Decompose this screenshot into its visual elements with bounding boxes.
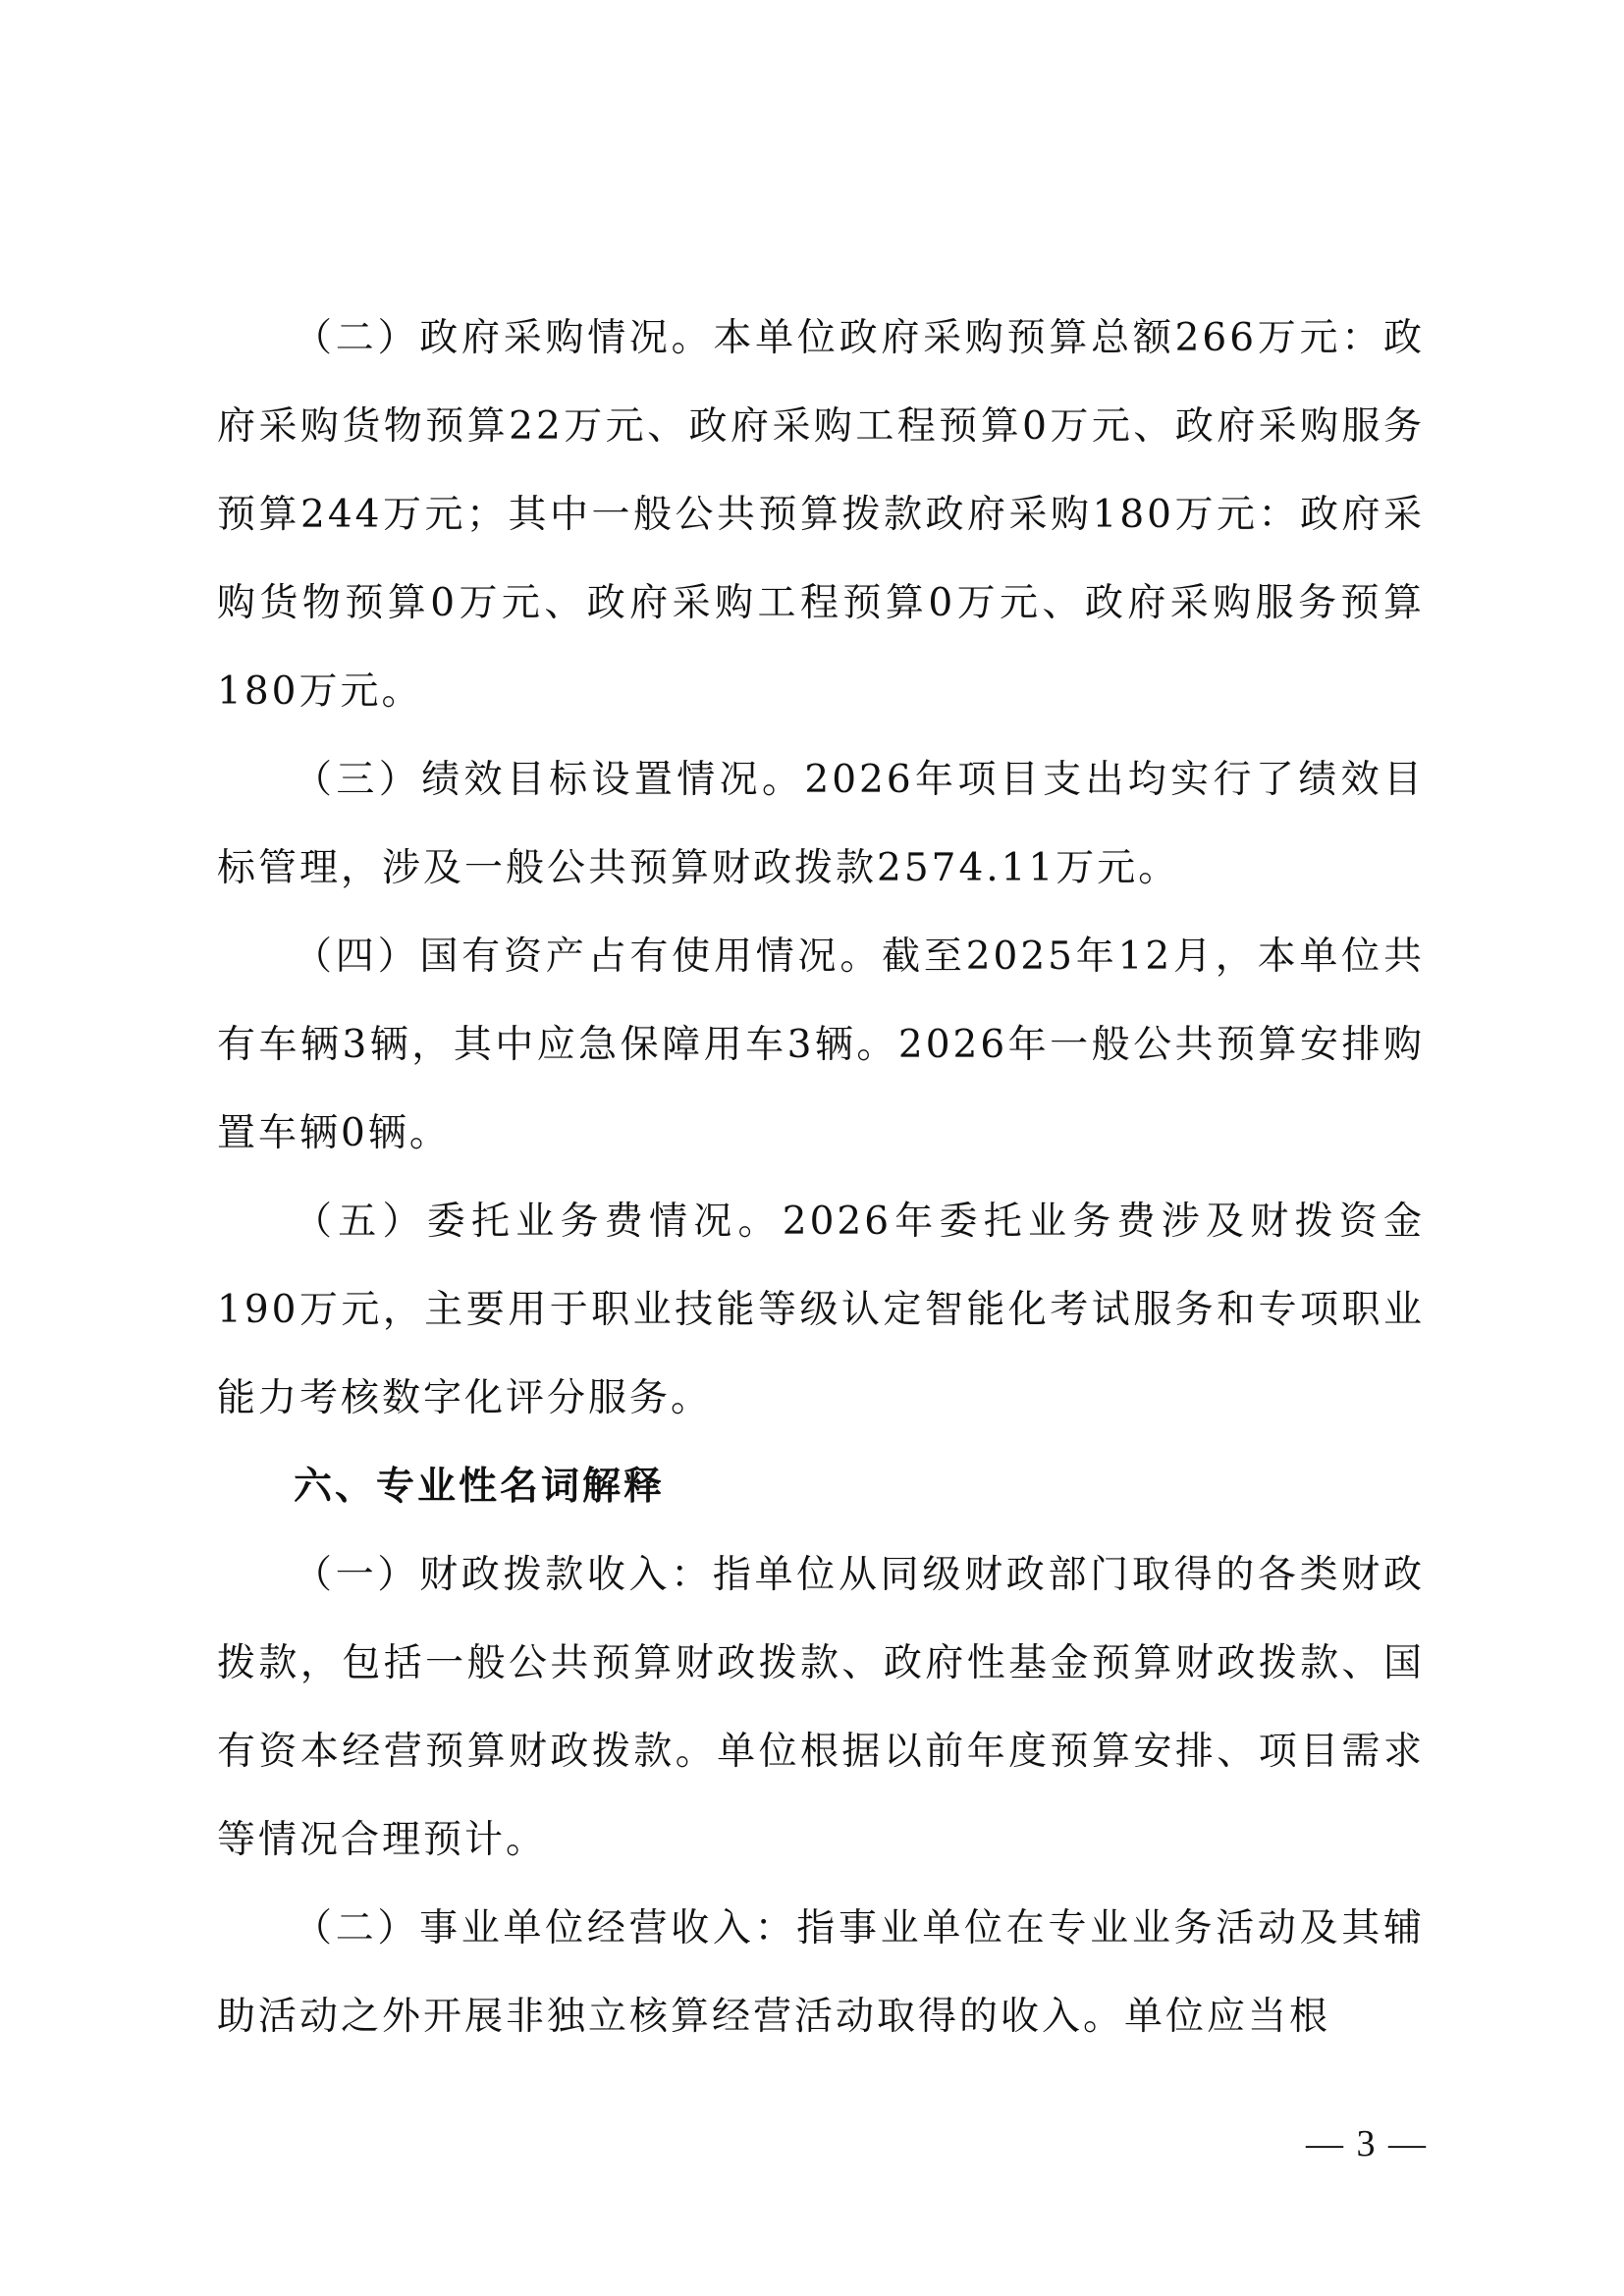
paragraph-body: 本单位政府采购预算总额266万元：政府采购货物预算22万元、政府采购工程预算0万元、政府采购服务预算244万元；其中一般公共预算拨款政府采购180万元：政府采购货物预算0万元、政府采购工程预算0万元、政府采购服务预算180万元。	[217, 316, 1425, 714]
paragraph-state-assets	[217, 913, 1425, 1178]
paragraph-lead: （五）委托业务费情况。	[294, 1200, 783, 1244]
paragraph-performance-goals	[217, 736, 1425, 913]
page-number: — 3 —	[1306, 2123, 1428, 2164]
definition-body: 指事业单位在专业业务活动及其辅助活动之外开展非独立核算经营活动取得的收入。单位应当根	[217, 1906, 1425, 2039]
paragraph-body: 2026年项目支出均实行了绩效目标管理，涉及一般公共预算财政拨款2574.11万元。	[217, 758, 1425, 890]
paragraph-body: 2026年委托业务费涉及财拨资金190万元，主要用于职业技能等级认定智能化考试服务和专项职业能力考核数字化评分服务。	[217, 1200, 1425, 1420]
paragraph-body: 截至2025年12月，本单位共有车辆3辆，其中应急保障用车3辆。2026年一般公共预算安排购置车辆0辆。	[217, 934, 1425, 1155]
definition-operating-income	[217, 1885, 1425, 2061]
paragraph-lead: （三）绩效目标设置情况。	[294, 758, 805, 802]
paragraph-lead: （四）国有资产占有使用情况。	[294, 934, 883, 979]
section-heading: 六、专业性名词解释	[294, 1465, 666, 1509]
paragraph-entrusted-business-fees	[217, 1178, 1425, 1443]
definition-fiscal-appropriation-income	[217, 1531, 1425, 1885]
definition-term: （二）事业单位经营收入：	[294, 1906, 797, 1950]
definition-term: （一）财政拨款收入：	[294, 1553, 713, 1597]
paragraph-government-procurement	[217, 294, 1425, 736]
paragraph-lead: （二）政府采购情况。	[294, 316, 714, 360]
document-body	[217, 294, 1425, 2061]
definition-body: 指单位从同级财政部门取得的各类财政拨款，包括一般公共预算财政拨款、政府性基金预算财政拨款、国有资本经营预算财政拨款。单位根据以前年度预算安排、项目需求等情况合理预计。	[217, 1553, 1425, 1862]
